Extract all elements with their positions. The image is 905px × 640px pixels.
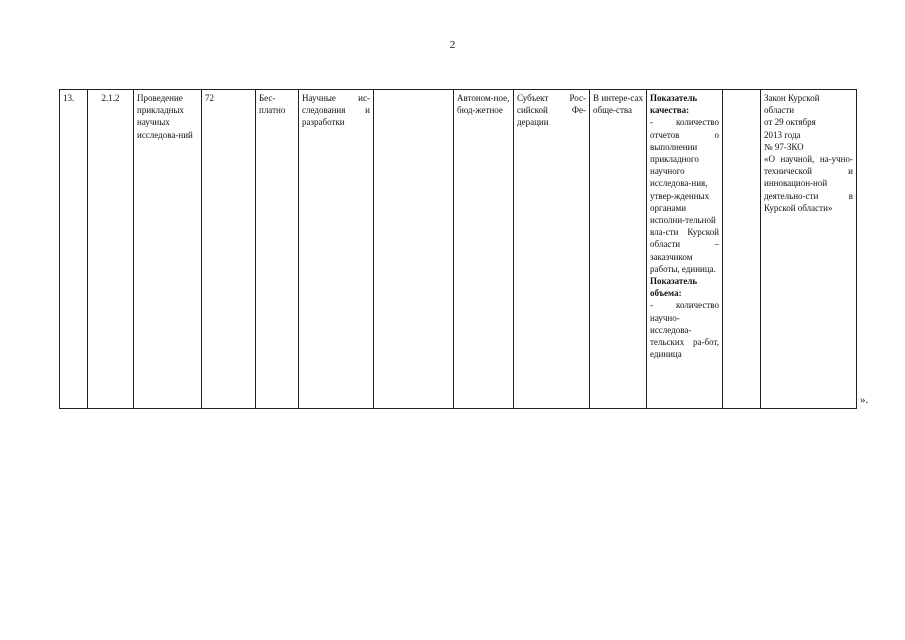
registry-table (59, 89, 857, 409)
cell-institution-type: Автоном-ное, бюд-жетное (454, 90, 514, 409)
cell-indicators (647, 90, 723, 409)
cell-empty-7 (374, 90, 454, 409)
volume-indicator-text: - количество научно-исследова-тельских ра-бот, единица (650, 300, 719, 360)
cell-activity-area: Научные ис-следования и разработки (299, 90, 374, 409)
cell-service-name: Проведение прикладных научных исследова-ний (134, 90, 202, 409)
table-row (60, 90, 857, 409)
quality-indicator-title: Показатель качества: (650, 93, 698, 116)
page-number: 2 (449, 39, 456, 51)
law-line-5: № 97-ЗКО (764, 141, 804, 152)
cell-row-number: 13. (60, 90, 88, 409)
cell-payment: Бес-платно (256, 90, 299, 409)
law-line-1: Закон Курской (764, 93, 820, 103)
quality-indicator-text: - количество отчетов о выполнении прикладного научного исследова-ния, утвер-жденных органами исполни-тельной вла-сти Курской области – заказчиком работы, единица. (650, 117, 719, 274)
cell-legal-basis (761, 90, 857, 409)
closing-quote: ». (860, 394, 869, 406)
cell-subject: Субъект Рос-сийской Фе-дерации (514, 90, 590, 409)
cell-okved-code: 72 (202, 90, 256, 409)
law-line-3: от 29 октября (764, 117, 816, 128)
volume-indicator-title: Показатель объема: (650, 276, 698, 299)
law-line-4: 2013 года (764, 129, 801, 140)
law-line-6: «О научной, на-учно-технической и инновацион-ной деятельно-сти в Курской области» (764, 154, 853, 213)
cell-service-code: 2.1.2 (88, 90, 134, 409)
law-line-2: области (764, 105, 795, 116)
cell-interests: В интере-сах обще-ства (590, 90, 647, 409)
cell-empty-12 (723, 90, 761, 409)
